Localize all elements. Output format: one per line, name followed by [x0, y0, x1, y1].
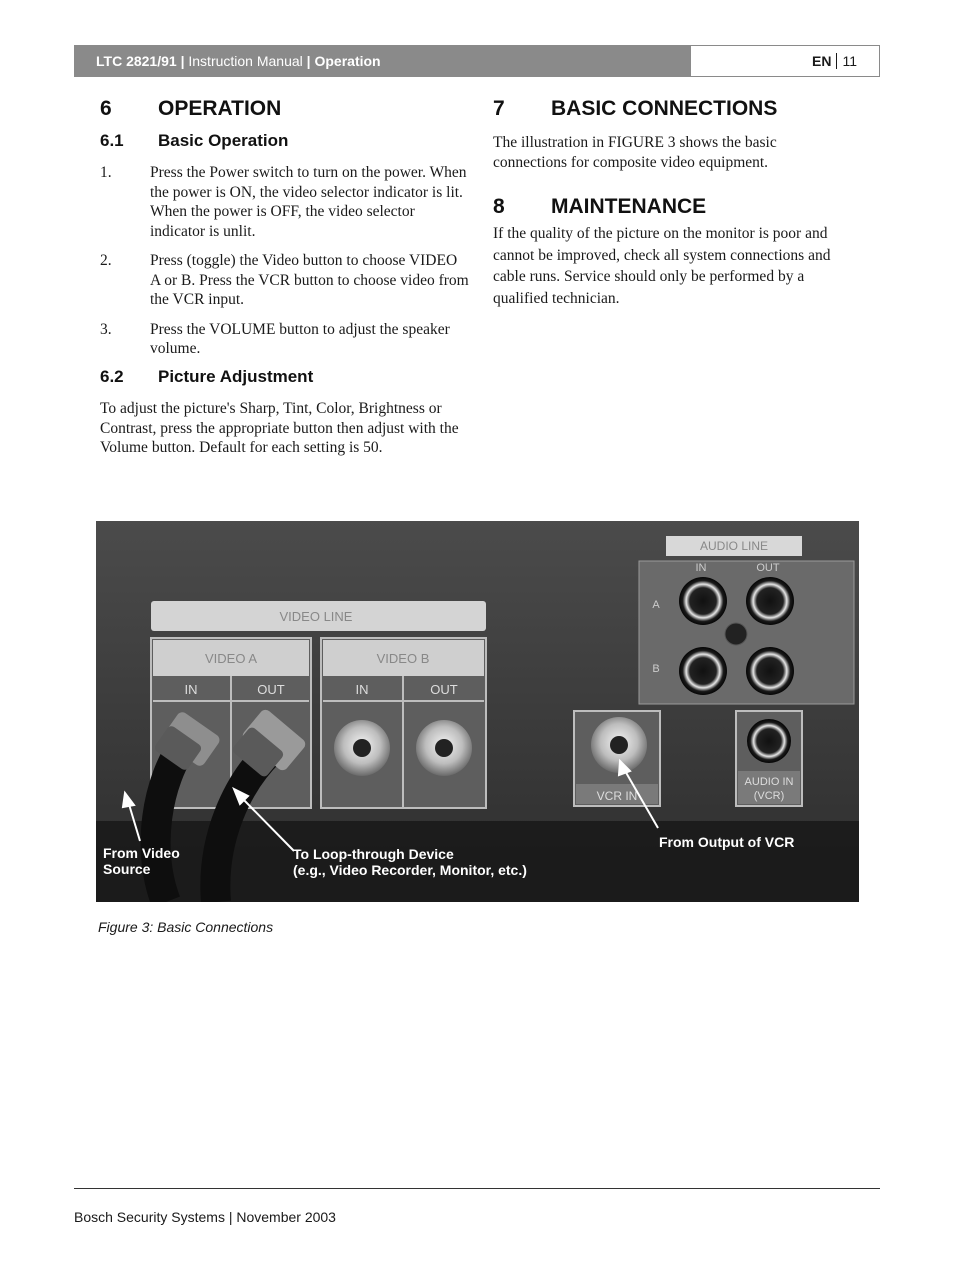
callout-video-source-line1: From Video	[103, 845, 180, 861]
subsection-number: 6.1	[100, 131, 124, 150]
subsection-title: Basic Operation	[158, 131, 289, 150]
video-b-label: VIDEO B	[376, 651, 430, 666]
picture-adjustment-text: To adjust the picture's Sharp, Tint, Color, Brightness or Contrast, press the appropriate button then adjust with the Volume button. Default for each setting is 50.	[100, 400, 459, 456]
header-page-box	[690, 45, 880, 77]
maintenance-text: If the quality of the picture on the monitor is poor and cannot be improved, check all system connections and cable runs. Service should only be performed by a qualified technician.	[493, 225, 831, 307]
row-a-label: A	[652, 599, 660, 611]
step-text: Press the Power switch to turn on the power. When the power is ON, the video selector indicator is lit. When the power is OFF, the video selector indicator is unlit.	[150, 164, 467, 240]
subsection-number: 6.2	[100, 367, 124, 386]
section-8-heading	[493, 195, 706, 219]
step-text: Press (toggle) the Video button to choose VIDEO A or B. Press the VCR button to choose video from the VCR input.	[150, 252, 469, 308]
subsection-6-1-heading	[100, 131, 288, 151]
header-section: Operation	[314, 53, 381, 69]
callout-loop-line1: To Loop-through Device	[293, 846, 454, 862]
header-separator: |	[180, 53, 185, 69]
callout-loop-line2: (e.g., Video Recorder, Monitor, etc.)	[293, 862, 527, 878]
operation-steps	[100, 163, 470, 369]
audio-b-in-jack	[679, 647, 727, 695]
step-item	[100, 320, 470, 359]
audio-line-label: AUDIO LINE	[699, 539, 769, 553]
video-a-in-label: IN	[184, 682, 198, 697]
subsection-title: Picture Adjustment	[158, 367, 314, 386]
subsection-6-2-heading	[100, 367, 313, 387]
footer-date: November 2003	[236, 1209, 336, 1225]
section-6-heading	[100, 97, 281, 121]
audio-in-vcr-jack	[747, 719, 791, 763]
section-title: BASIC CONNECTIONS	[551, 97, 778, 120]
footer-rule	[74, 1188, 880, 1189]
audio-b-out-jack	[746, 647, 794, 695]
audio-in-label: IN	[695, 562, 707, 574]
step-text: Press the VOLUME button to adjust the speaker volume.	[150, 320, 450, 357]
page-number: 11	[842, 53, 857, 69]
figure-caption: Figure 3: Basic Connections	[98, 919, 274, 935]
ground-screw	[725, 623, 747, 645]
step-number: 1.	[100, 164, 112, 181]
section-number: 8	[493, 195, 505, 218]
section-title: OPERATION	[158, 97, 282, 120]
callout-vcr: From Output of VCR	[659, 834, 795, 850]
header-title-bar	[74, 45, 690, 77]
row-b-label: B	[652, 663, 660, 675]
audio-in-label: AUDIO IN	[744, 776, 794, 788]
page-footer	[74, 1209, 336, 1225]
header-manual: Instruction Manual	[188, 53, 303, 69]
video-b-out-label: OUT	[430, 682, 458, 697]
section-number: 7	[493, 97, 505, 120]
vcr-in-label: VCR IN	[596, 789, 638, 803]
audio-out-label: OUT	[756, 562, 780, 574]
header-separator: |	[306, 53, 311, 69]
video-a-out-label: OUT	[257, 682, 285, 697]
video-a-label: VIDEO A	[204, 651, 258, 666]
step-number: 3.	[100, 320, 112, 338]
footer-company: Bosch Security Systems	[74, 1209, 225, 1225]
step-item	[100, 163, 470, 241]
video-b-in-label: IN	[355, 682, 369, 697]
section-7-heading	[493, 97, 777, 121]
step-number: 2.	[100, 252, 112, 269]
footer-separator: |	[228, 1209, 233, 1225]
rear-panel-illustration	[96, 521, 859, 902]
section-title: MAINTENANCE	[551, 195, 707, 218]
video-line-label: VIDEO LINE	[279, 609, 353, 624]
audio-a-out-jack	[746, 577, 794, 625]
audio-in-vcr-label: (VCR)	[753, 790, 785, 802]
callout-video-source-line2: Source	[103, 861, 151, 877]
section-number: 6	[100, 97, 112, 120]
connections-figure	[96, 521, 859, 902]
header-model: LTC 2821/91	[96, 53, 177, 69]
audio-a-in-jack	[679, 577, 727, 625]
header-divider	[836, 53, 837, 69]
header-lang: EN	[812, 53, 832, 69]
basic-connections-text: The illustration in FIGURE 3 shows the basic connections for composite video equipment.	[493, 134, 777, 171]
page-header	[74, 45, 880, 77]
step-item	[100, 251, 470, 310]
